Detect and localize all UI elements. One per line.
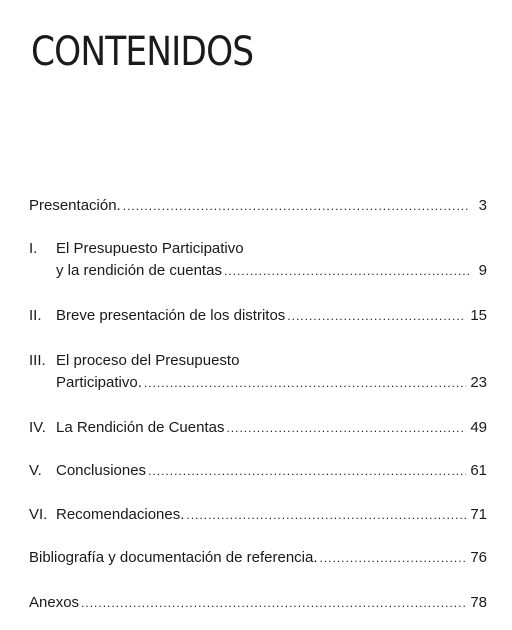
- toc-entry-1: [29, 238, 487, 282]
- dot-leader: [226, 417, 466, 439]
- toc-entry-title: La Rendición de Cuentas: [56, 419, 225, 436]
- toc-entry-5: [29, 460, 487, 482]
- toc-page-number: 71: [470, 506, 487, 523]
- toc-entry-4: [29, 417, 487, 439]
- toc-page-number: 78: [470, 594, 487, 611]
- toc-entry-6: [29, 504, 487, 526]
- dot-leader: [186, 504, 466, 526]
- toc-entry-title: El Presupuesto Participativo: [56, 240, 244, 257]
- toc-entry-title: El proceso del Presupuesto: [56, 352, 240, 369]
- dot-leader: [144, 372, 466, 394]
- toc-page-number: 3: [478, 197, 487, 214]
- toc-entry-title: Bibliografía y documentación de referencia.: [29, 549, 318, 566]
- toc-entry-title: Presentación.: [29, 197, 121, 214]
- toc-page-number: 9: [478, 262, 487, 279]
- toc-entry-3: [29, 350, 487, 394]
- toc-entry-number: II.: [29, 307, 42, 324]
- dot-leader: [320, 547, 467, 569]
- toc-entry-number: III.: [29, 352, 46, 369]
- toc-entry-number: V.: [29, 462, 42, 479]
- toc-entry-bibliografia: [29, 547, 487, 569]
- toc-entry-number: IV.: [29, 419, 46, 436]
- toc-entry-title: Conclusiones: [56, 462, 147, 479]
- dot-leader: [148, 460, 466, 482]
- toc-entry-title: Breve presentación de los distritos: [56, 307, 286, 324]
- toc-entry-number: I.: [29, 240, 38, 257]
- toc-entry-presentacion: [29, 195, 487, 217]
- toc-entry-anexos: [29, 592, 487, 614]
- toc-entry-title-continued: Participativo.: [56, 374, 142, 391]
- toc-page-number: 61: [470, 462, 487, 479]
- toc-entry-title: Recomendaciones.: [56, 506, 185, 523]
- toc-entry-number: VI.: [29, 506, 48, 523]
- toc-entry-title-continued: y la rendición de cuentas: [56, 262, 222, 279]
- dot-leader: [287, 305, 466, 327]
- dot-leader: [123, 195, 469, 217]
- toc-page-number: 76: [470, 549, 487, 566]
- toc-entry-2: [29, 305, 487, 327]
- toc-entry-title: Anexos: [29, 594, 80, 611]
- dot-leader: [224, 260, 469, 282]
- toc-page-number: 15: [470, 307, 487, 324]
- toc-page-number: 23: [470, 374, 487, 391]
- dot-leader: [81, 592, 466, 614]
- toc-page-number: 49: [470, 419, 487, 436]
- page-title: CONTENIDOS: [31, 29, 254, 75]
